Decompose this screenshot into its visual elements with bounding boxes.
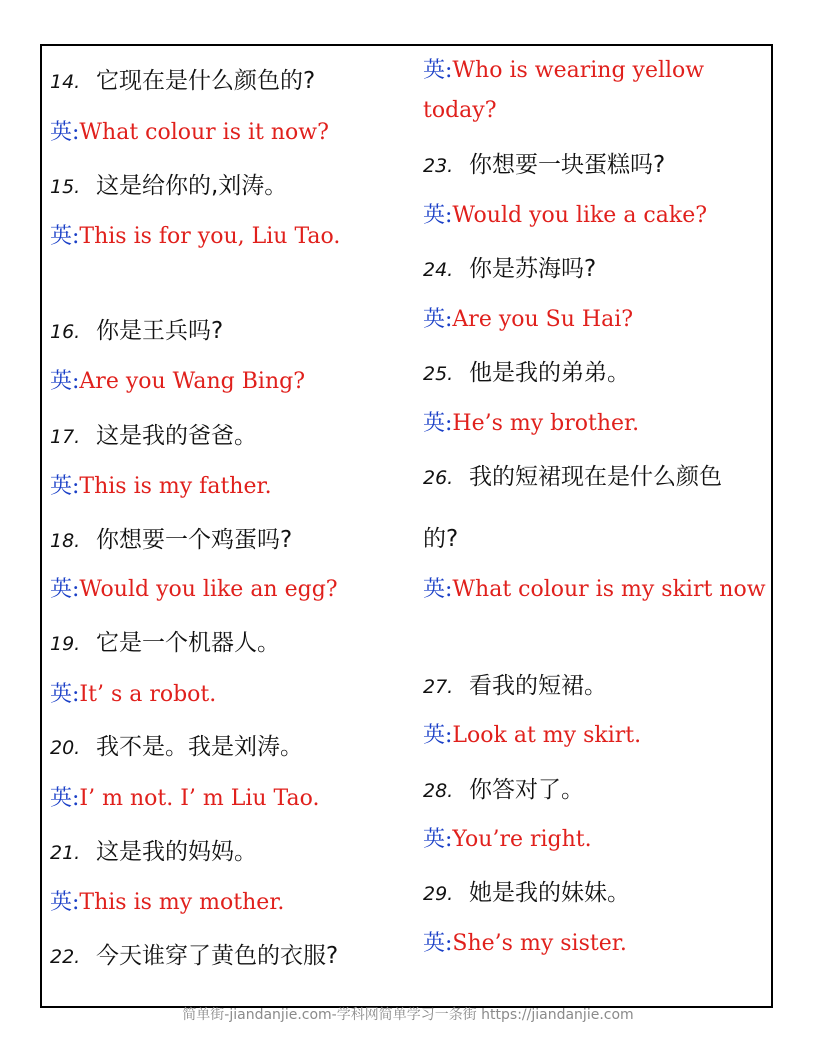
question-15: 15. 这是给你的,刘涛。 — [50, 173, 288, 199]
question-26: 26. 我的短裙现在是什么颜色 — [423, 464, 722, 490]
answer-25: 英:He’s my brother. — [423, 411, 640, 436]
question-29: 29. 她是我的妹妹。 — [423, 880, 630, 906]
question-26-continuation: 的? — [423, 526, 459, 552]
question-18: 18. 你想要一个鸡蛋吗? — [50, 527, 293, 553]
question-25: 25. 他是我的弟弟。 — [423, 360, 630, 386]
answer-20: 英:I’ m not. I’ m Liu Tao. — [50, 786, 320, 811]
answer-18: 英:Would you like an egg? — [50, 577, 338, 602]
question-14: 14. 它现在是什么颜色的? — [50, 68, 316, 94]
question-24: 24. 你是苏海吗? — [423, 256, 597, 282]
question-22: 22. 今天谁穿了黄色的衣服? — [50, 943, 339, 969]
answer-14: 英:What colour is it now? — [50, 120, 329, 145]
answer-15: 英:This is for you, Liu Tao. — [50, 224, 341, 249]
answer-28: 英:You’re right. — [423, 827, 592, 852]
question-19: 19. 它是一个机器人。 — [50, 630, 280, 656]
answer-19: 英:It’ s a robot. — [50, 682, 217, 707]
answer-23: 英:Would you like a cake? — [423, 203, 708, 228]
answer-29: 英:She’s my sister. — [423, 931, 627, 956]
question-17: 17. 这是我的爸爸。 — [50, 423, 257, 449]
answer-16: 英:Are you Wang Bing? — [50, 369, 305, 394]
answer-27: 英:Look at my skirt. — [423, 723, 642, 748]
answer-21: 英:This is my mother. — [50, 890, 285, 915]
answer-22: 英:Who is wearing yellow today? — [423, 58, 705, 123]
answer-17: 英:This is my father. — [50, 474, 272, 499]
question-28: 28. 你答对了。 — [423, 777, 584, 803]
question-27: 27. 看我的短裙。 — [423, 673, 607, 699]
question-21: 21. 这是我的妈妈。 — [50, 839, 257, 865]
question-23: 23. 你想要一块蛋糕吗? — [423, 152, 666, 178]
answer-24: 英:Are you Su Hai? — [423, 307, 634, 332]
question-20: 20. 我不是。我是刘涛。 — [50, 734, 303, 760]
footer-watermark: 简单街-jiandanjie.com-学科网简单学习一条街 https://jiandanjie.com — [182, 1007, 634, 1023]
answer-26: 英:What colour is my skirt now — [423, 577, 766, 602]
question-16: 16. 你是王兵吗? — [50, 318, 224, 344]
